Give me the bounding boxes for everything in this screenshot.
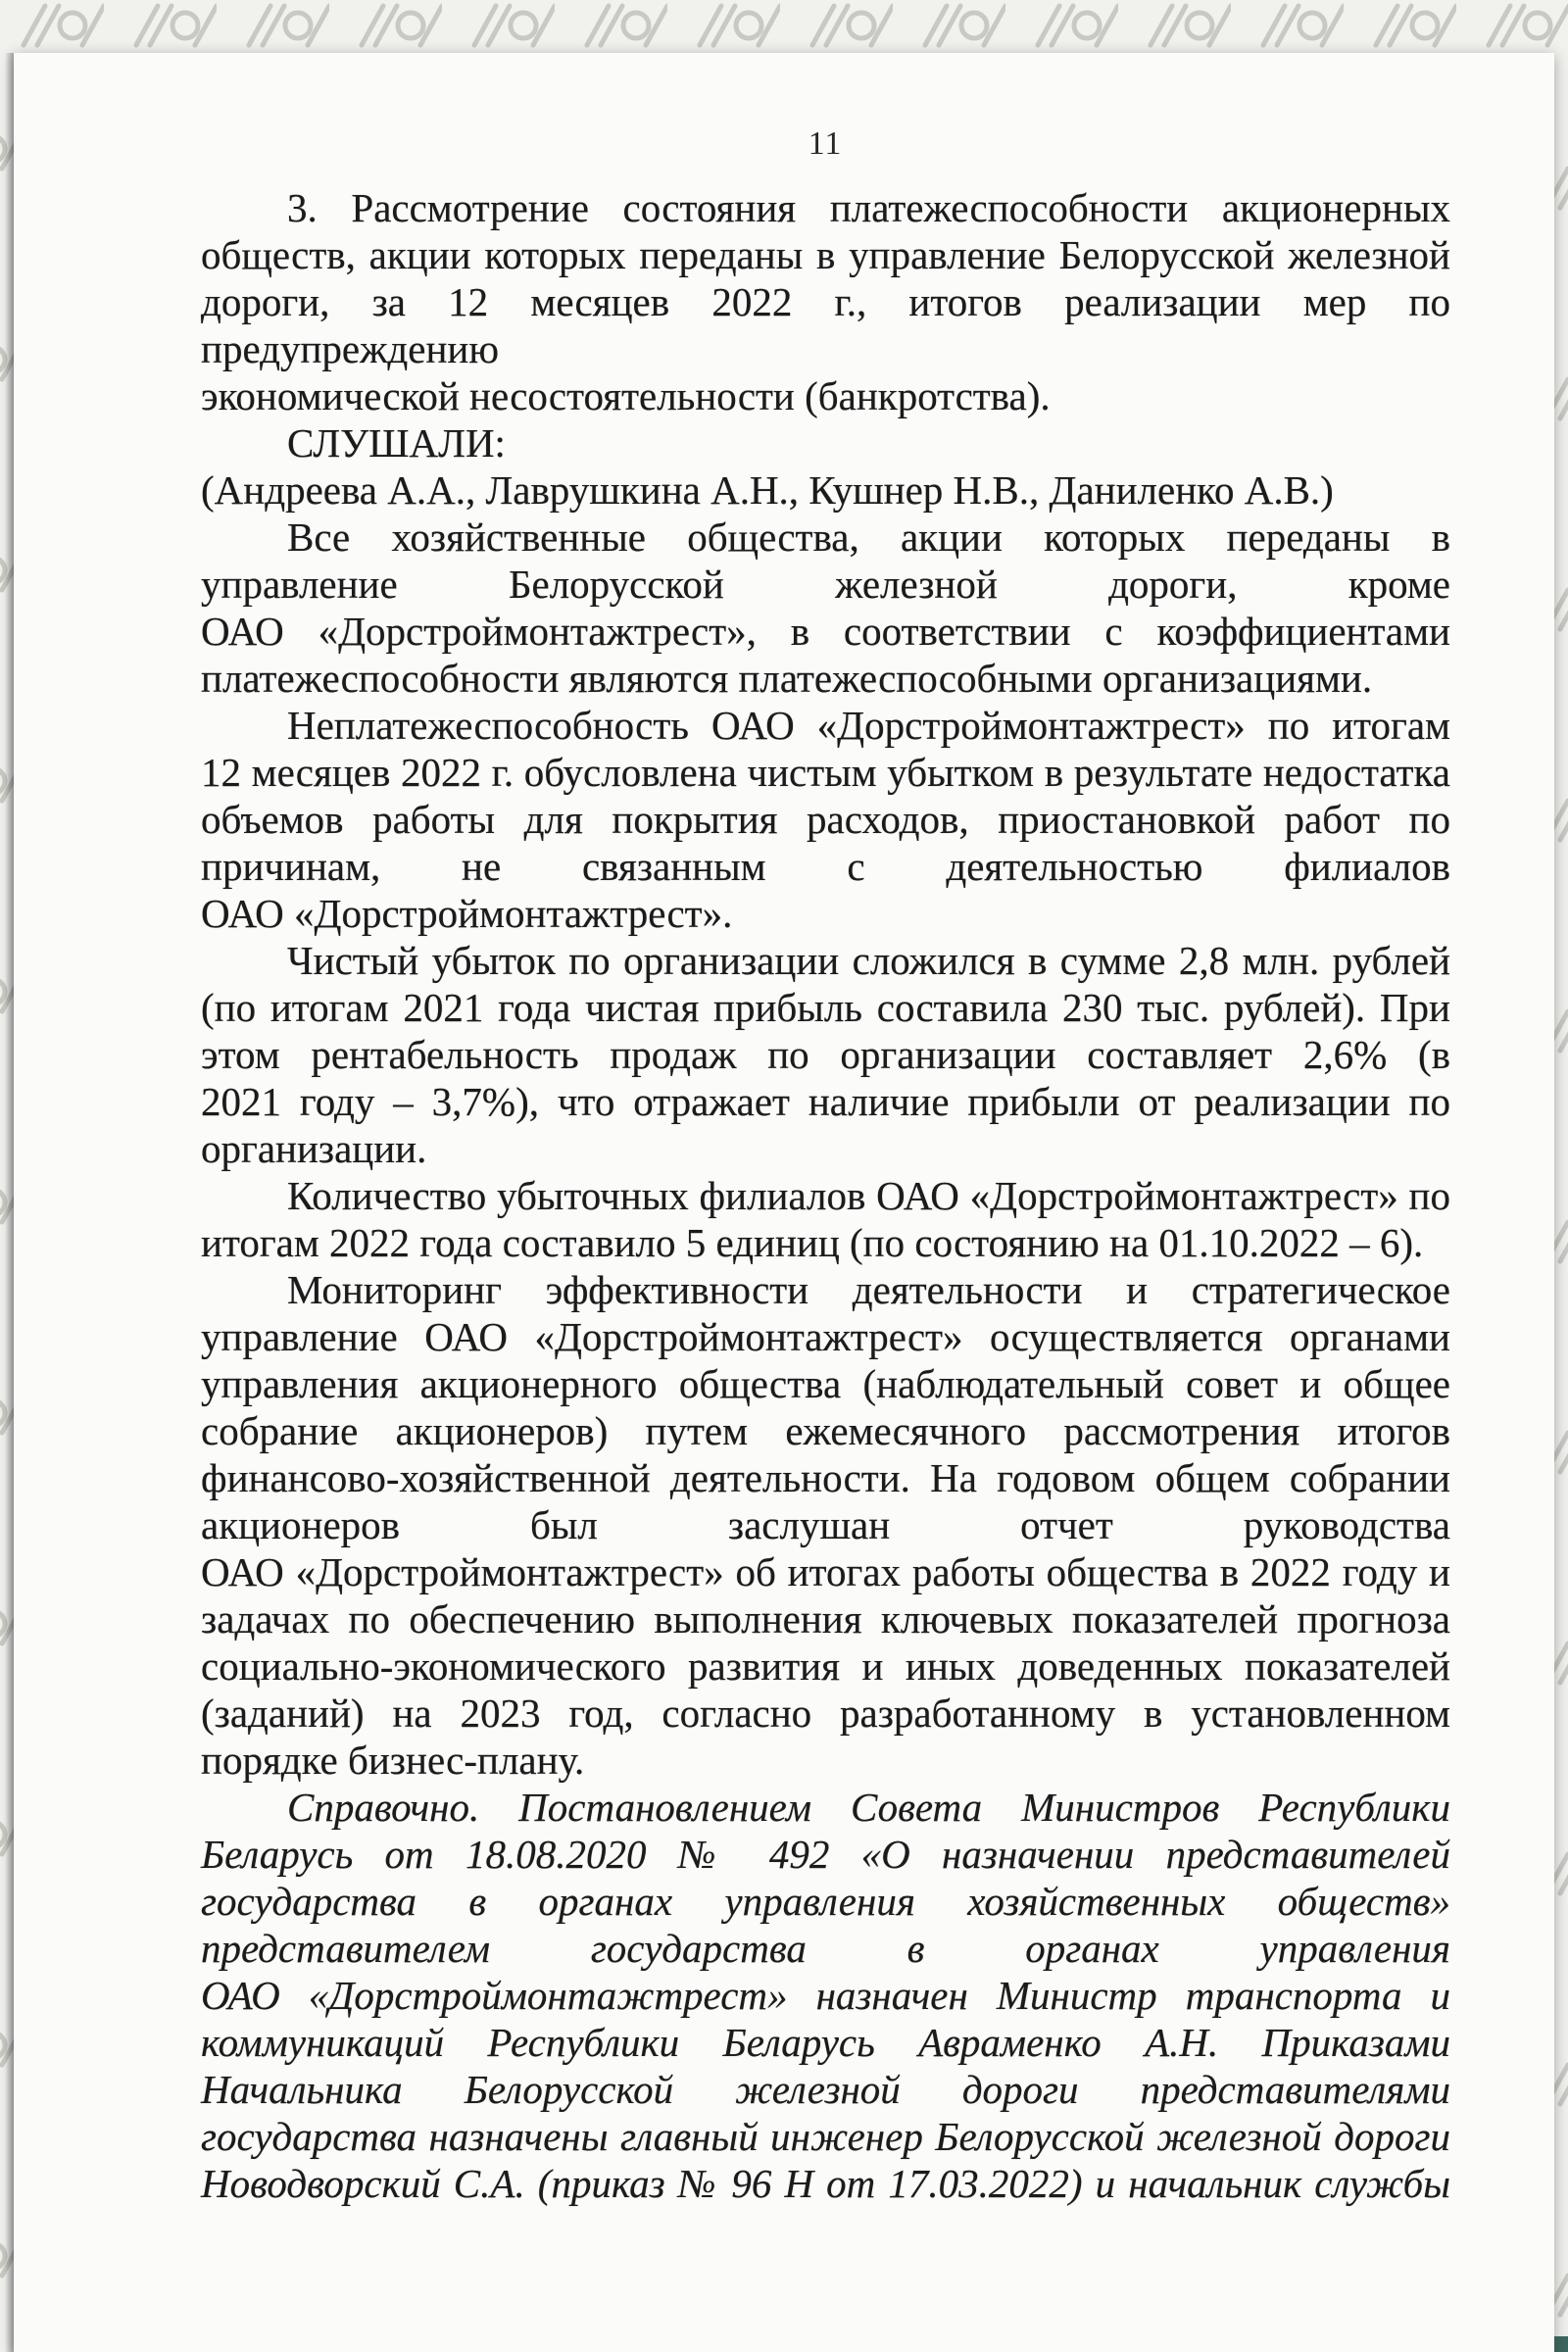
document-page [14, 53, 1554, 2352]
paragraph [201, 419, 1450, 466]
text-line: Беларусь от 18.08.2020 № 492 «О назначении представителей [201, 1832, 1450, 1877]
paragraph [201, 514, 1450, 702]
text-line: представителем государства в органах управления [201, 1926, 1450, 1971]
text-line: Мониторинг эффективности деятельности и стратегическое [287, 1267, 1450, 1312]
text-line: организации. [201, 1126, 427, 1171]
text-line: платежеспособности являются платежеспособными организациями. [201, 656, 1373, 701]
page-number: 11 [808, 125, 843, 162]
text-line: управление ОАО «Дорстроймонтажтрест» осуществляется органами [201, 1314, 1450, 1359]
stamp-watermark-icon [581, 2, 667, 54]
text-line: государства назначены главный инженер Белорусской железной дороги [201, 2114, 1450, 2159]
document-body [201, 184, 1450, 2207]
text-line: (по итогам 2021 года чистая прибыль составила 230 тыс. рублей). При [201, 985, 1450, 1030]
text-line: причинам, не связанным с деятельностью филиалов [201, 844, 1450, 889]
stamp-watermark-icon [18, 2, 104, 54]
stamp-watermark-icon [1032, 2, 1118, 54]
text-line: Количество убыточных филиалов ОАО «Дорстроймонтажтрест» по [287, 1173, 1450, 1218]
text-line: итогам 2022 года составило 5 единиц (по состоянию на 01.10.2022 – 6). [201, 1220, 1424, 1265]
stamp-watermark-icon [1145, 2, 1231, 54]
text-line: Чистый убыток по организации сложился в сумме 2,8 млн. рублей [287, 938, 1450, 983]
text-line: экономической несостоятельности (банкротства). [201, 373, 1051, 418]
paragraph [201, 1784, 1450, 2207]
text-line: коммуникаций Республики Беларусь Авраменко А.Н. Приказами [201, 2020, 1450, 2065]
paragraph [201, 1266, 1450, 1784]
text-line: собрание акционеров) путем ежемесячного рассмотрения итогов [201, 1408, 1450, 1453]
paragraph [201, 702, 1450, 937]
text-line: обществ, акции которых переданы в управление Белорусской железной [201, 232, 1450, 277]
text-line: ОАО «Дорстроймонтажтрест» об итогах работы общества в 2022 году и [201, 1549, 1450, 1594]
text-line: (заданий) на 2023 год, согласно разработанному в установленном [201, 1690, 1450, 1736]
text-line: СЛУШАЛИ: [287, 420, 506, 466]
text-line: порядке бизнес-плану. [201, 1738, 585, 1783]
text-line: объемов работы для покрытия расходов, приостановкой работ по [201, 797, 1450, 842]
text-line: Неплатежеспособность ОАО «Дорстроймонтажтрест» по итогам [287, 703, 1450, 748]
stamp-watermark-icon [468, 2, 555, 54]
text-line: управления акционерного общества (наблюдательный совет и общее [201, 1361, 1450, 1406]
text-line: Новодворский С.А. (приказ № 96 Н от 17.03.2022) и начальник службы [201, 2161, 1450, 2206]
text-line: 3. Рассмотрение состояния платежеспособности акционерных [287, 185, 1450, 230]
stamp-watermark-icon [1370, 2, 1456, 54]
stamp-watermark-icon [1257, 2, 1344, 54]
text-line: ОАО «Дорстроймонтажтрест», в соответствии с коэффициентами [201, 609, 1450, 654]
text-line: социально-экономического развития и иных доведенных показателей [201, 1643, 1450, 1689]
text-line: Все хозяйственные общества, акции которых переданы в [287, 514, 1450, 560]
text-line: ОАО «Дорстроймонтажтрест» назначен Министр транспорта и [201, 1973, 1450, 2018]
text-line: управление Белорусской железной дороги, кроме [201, 562, 1450, 607]
stamp-watermark-icon [130, 2, 217, 54]
text-line: государства в органах управления хозяйственных обществ» [201, 1879, 1450, 1924]
stamp-watermark-icon [356, 2, 442, 54]
text-line: ОАО «Дорстроймонтажтрест». [201, 891, 733, 936]
stamp-watermark-icon [919, 2, 1005, 54]
paragraph [201, 1172, 1450, 1266]
text-line: акционеров был заслушан отчет руководства [201, 1502, 1450, 1547]
text-line: финансово-хозяйственной деятельности. На годовом общем собрании [201, 1455, 1450, 1500]
text-line: Начальника Белорусской железной дороги представителями [201, 2067, 1450, 2112]
stamp-watermark-icon [694, 2, 780, 54]
paragraph [201, 184, 1450, 419]
stamp-watermark-icon [807, 2, 893, 54]
text-line: Справочно. Постановлением Совета Министров Республики [287, 1785, 1450, 1830]
paragraph [201, 937, 1450, 1172]
text-line: этом рентабельность продаж по организации составляет 2,6% (в [201, 1032, 1450, 1077]
text-line: задачах по обеспечению выполнения ключевых показателей прогноза [201, 1596, 1450, 1642]
text-line: (Андреева А.А., Лаврушкина А.Н., Кушнер Н.В., Даниленко А.В.) [201, 467, 1334, 513]
text-line: 12 месяцев 2022 г. обусловлена чистым убытком в результате недостатка [201, 750, 1450, 795]
text-line: дороги, за 12 месяцев 2022 г., итогов реализации мер по предупреждению [201, 279, 1450, 371]
paragraph [201, 466, 1450, 514]
stamp-watermark-icon [1483, 2, 1568, 54]
text-line: 2021 году – 3,7%), что отражает наличие прибыли от реализации по [201, 1079, 1450, 1124]
stamp-watermark-icon [243, 2, 329, 54]
